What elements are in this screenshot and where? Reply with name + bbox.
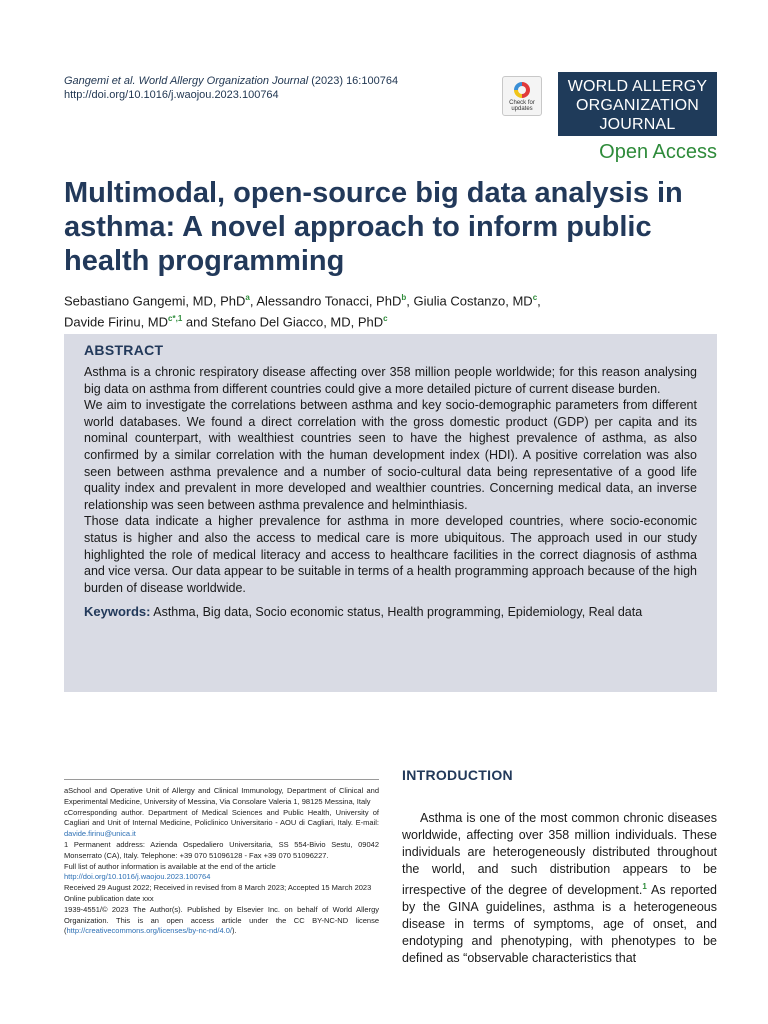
- logo-line: WORLD ALLERGY: [567, 78, 708, 95]
- footnote-doi-link[interactable]: http://doi.org/10.1016/j.waojou.2023.100764: [64, 872, 211, 882]
- footnotes: [64, 786, 379, 937]
- abstract-heading: ABSTRACT: [84, 342, 164, 358]
- citation-header: [64, 74, 398, 102]
- journal-logo: [558, 72, 717, 136]
- introduction-heading: INTRODUCTION: [402, 767, 513, 783]
- crossmark-label: Check for updates: [509, 100, 535, 112]
- author-affiliation: b: [401, 293, 407, 302]
- keywords: [84, 604, 697, 621]
- license-link[interactable]: http://creativecommons.org/licenses/by-nc-nd/4.0/: [66, 926, 232, 936]
- online-date: Online publication date xxx: [64, 893, 154, 903]
- corresponding-note: [64, 808, 379, 840]
- permanent-address-note: 1 Permanent address: Azienda Ospedaliero Universitaria, SS 554-Bivio Sestu, 09042 Monserrato (CA), Italy. Telephone: +39 070 51096128 - Fax +39 070 51096227.: [64, 839, 379, 860]
- doi-link[interactable]: http://doi.org/10.1016/j.waojou.2023.100764: [64, 89, 279, 101]
- author-name: Stefano Del Giacco, MD, PhD: [211, 314, 384, 330]
- footnote-divider: [64, 779, 379, 780]
- author-name: Giulia Costanzo, MD: [413, 293, 533, 309]
- check-for-updates-badge[interactable]: [502, 76, 542, 116]
- open-access-label: Open Access: [599, 141, 717, 163]
- author-affiliation: c*,1: [168, 314, 183, 324]
- license-text: 1939-4551/© 2023 The Author(s). Published by Elsevier Inc. on behalf of World Allergy Organization. This is an open access article under the CC BY-NC-ND license (: [64, 904, 379, 936]
- citation-journal: Gangemi et al. World Allergy Organization Journal: [64, 75, 309, 87]
- author-name: Alessandro Tonacci, PhD: [256, 293, 402, 309]
- article-title: Multimodal, open-source big data analysis in asthma: A novel approach to inform public health programming: [64, 177, 683, 277]
- abstract-box: [64, 334, 717, 692]
- introduction-paragraph: [402, 810, 717, 967]
- author-name: Davide Firinu, MD: [64, 314, 169, 330]
- license-end: ).: [232, 926, 237, 936]
- email-link[interactable]: davide.firinu@unica.it: [64, 829, 136, 839]
- keywords-label: Keywords:: [84, 604, 151, 620]
- author-separator: ,: [537, 293, 541, 309]
- author-separator: ,: [406, 293, 414, 309]
- author-affiliation: c: [532, 293, 538, 302]
- author-list: [64, 289, 714, 332]
- intro-text-continued: As reported by the GINA guidelines, asthma is a heterogeneous disease in terms of symptoms, age of onset, and endotyping and phenotyping, with phenotypes to be defined as “observable characteristics that: [402, 883, 717, 966]
- author-info-note: Full list of author information is available at the end of the article: [64, 861, 276, 871]
- license-note: [64, 905, 379, 937]
- author-name: Sebastiano Gangemi, MD, PhD: [64, 293, 246, 309]
- abstract-paragraph: Those data indicate a higher prevalence for asthma in more developed countries, where socio-economic status is higher and also the access to medical care is more ubiquitous. The approach used in our study highlighted the role of medical literacy and access to healthcare facilities in the correct diagnosis of asthma and vice versa. Our data appear to be suitable in terms of a health programming approach because of the high burden of disease worldwide.: [84, 514, 697, 595]
- affiliation-note: aSchool and Operative Unit of Allergy and Clinical Immunology, Department of Clinical and Experimental Medicine, University of Messina, Via Consolare Valeria 1, 98125 Messina, Italy: [64, 786, 379, 806]
- author-separator: and: [182, 314, 212, 330]
- keywords-text: Asthma, Big data, Socio economic status, Health programming, Epidemiology, Real data: [150, 605, 643, 620]
- author-separator: ,: [249, 293, 257, 309]
- author-affiliation: c: [383, 314, 388, 324]
- citation-volume: (2023) 16:100764: [308, 75, 399, 87]
- reference-link[interactable]: 1: [642, 882, 647, 891]
- crossmark-icon: [514, 82, 530, 98]
- received-dates: Received 29 August 2022; Received in revised from 8 March 2023; Accepted 15 March 2023: [64, 883, 372, 893]
- citation-line: [64, 74, 398, 88]
- abstract-paragraph: Asthma is a chronic respiratory disease affecting over 358 million people worldwide; for this reason analysing big data on asthma from different countries could give a more detailed picture of current disease burden.: [84, 365, 697, 396]
- intro-text: Asthma is one of the most common chronic diseases worldwide, affecting over 358 million individuals. These individuals are heterogeneously distributed throughout the world, and such distribution appears to be irrespective of the degree of development.: [402, 811, 717, 898]
- logo-line: ORGANIZATION: [576, 97, 699, 114]
- corresponding-text: cCorresponding author. Department of Medical Sciences and Public Health, University of Cagliari and Unit of Internal Medicine, Policlinico Universitario - AOU di Cagliari, Italy. E-mail:: [64, 807, 379, 828]
- logo-line: JOURNAL: [599, 116, 676, 133]
- abstract-paragraph: We aim to investigate the correlations between asthma and key socio-demographic parameters from different world databases. We found a direct correlation with the gross domestic product (GDP) per capita and its nominal counterpart, with wealthiest countries seen to have the highest prevalence of asthma, as also confirmed by a similar correlation with the human development index (HDI). A positive correlation was also seen between asthma prevalence and a number of socio-cultural data being representative of a good life quality index and prevalent in more developed and wealthier countries. Concerning medical data, an inverse relationship was seen between asthma prevalence and helminthiasis.: [84, 398, 697, 512]
- author-affiliation: a: [245, 293, 250, 302]
